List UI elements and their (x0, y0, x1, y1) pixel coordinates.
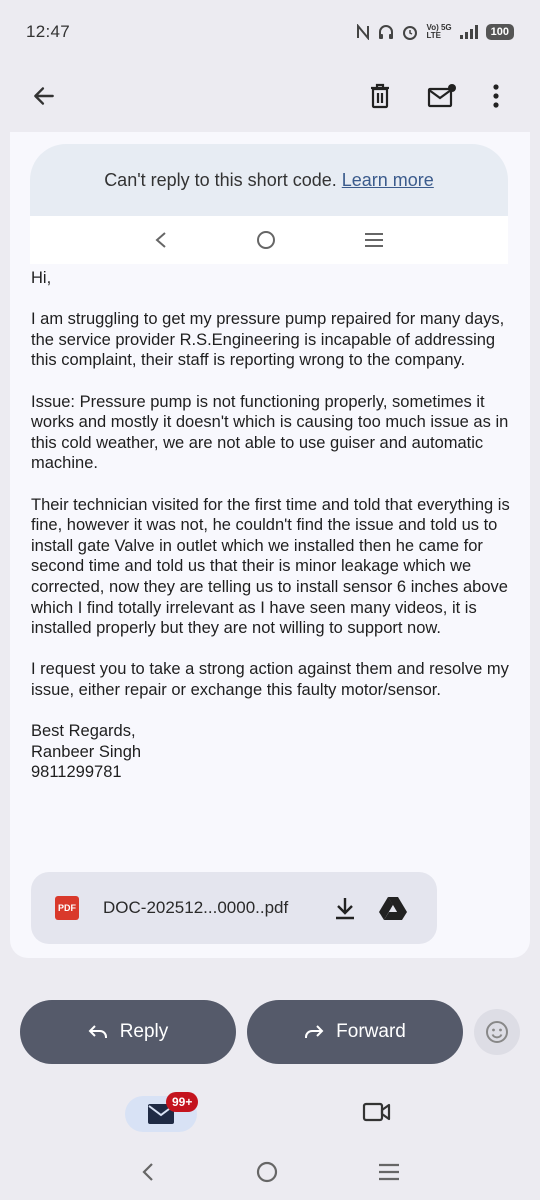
bottom-navigation (0, 1084, 540, 1148)
drive-icon (379, 896, 407, 920)
system-navigation-bar (0, 1148, 540, 1200)
mail-unread-icon (427, 83, 457, 109)
alarm-icon (402, 24, 418, 40)
email-signoff: Best Regards, (31, 722, 136, 741)
unread-badge: 99+ (166, 1092, 198, 1112)
smiley-icon (485, 1020, 509, 1044)
reply-icon (88, 1024, 108, 1040)
forward-icon (304, 1024, 324, 1040)
headphones-icon (378, 24, 394, 40)
network-label (426, 24, 451, 40)
chevron-left-icon (154, 231, 168, 249)
email-paragraph: I request you to take a strong action against them and resolve my issue, either repair or exchange this faulty motor/sensor. (31, 660, 509, 699)
trash-icon (368, 83, 392, 109)
battery-indicator: 100 (486, 24, 514, 40)
back-button[interactable] (20, 72, 68, 120)
status-icons (356, 24, 514, 40)
pdf-icon: PDF (55, 896, 79, 920)
learn-more-link[interactable]: Learn more (341, 169, 434, 190)
nfc-icon (356, 24, 370, 40)
top-action-bar (0, 64, 540, 128)
short-code-banner (30, 144, 508, 216)
menu-lines-icon (364, 232, 384, 248)
mark-unread-button[interactable] (418, 72, 466, 120)
reply-actions (20, 1000, 520, 1064)
system-home-button[interactable] (256, 1161, 278, 1188)
circle-home-icon (256, 230, 276, 250)
email-phone: 9811299781 (31, 763, 122, 782)
banner-text: Can't reply to this short code. (104, 169, 337, 190)
system-recents-button[interactable] (378, 1163, 400, 1186)
status-bar (0, 0, 540, 64)
reply-button[interactable] (20, 1000, 236, 1064)
forward-button[interactable] (247, 1000, 463, 1064)
download-icon (334, 896, 356, 920)
reply-label: Reply (119, 1021, 169, 1042)
embedded-navigation-image (30, 216, 508, 264)
email-body (31, 268, 521, 783)
attachment-chip[interactable] (31, 872, 437, 944)
email-paragraph: I am struggling to get my pressure pump repaired for many days, the service provider R.S.Engineering is incapable of addressing this complaint, their staff is reporting wrong to the company. (31, 310, 505, 370)
email-greeting: Hi, (31, 269, 52, 287)
network-bottom: LTE (426, 31, 441, 40)
forward-label: Forward (336, 1021, 406, 1042)
emoji-reaction-button[interactable] (474, 1009, 520, 1055)
menu-lines-icon (378, 1163, 400, 1181)
circle-home-icon (256, 1161, 278, 1183)
email-sender-name: Ranbeer Singh (31, 742, 142, 761)
more-options-button[interactable] (472, 72, 520, 120)
system-back-button[interactable] (140, 1162, 156, 1187)
email-paragraph: Their technician visited for the first time and told that everything is fine, however it was not, he couldn't find the issue and told us to install gate Valve in outlet which we installed then he came for second time and told us that their is minor leakage which we corrected, now they are telling us to install sensor 6 inches above which I find totally irrelevant as I have seen many videos, it is installed properly but they are not willing to support now. (31, 495, 510, 638)
save-to-drive-button[interactable] (369, 884, 417, 932)
email-paragraph: Issue: Pressure pump is not functioning properly, sometimes it works and mostly it doesn't which is causing too much issue as in this cold weather, we are not able to use guiser and automatic machine. (31, 392, 509, 473)
attachment-filename: DOC-202512...0000..pdf (103, 898, 289, 917)
email-card (10, 132, 530, 958)
download-button[interactable] (321, 884, 369, 932)
network-top: Vo) 5G (426, 23, 452, 32)
video-camera-icon (362, 1100, 392, 1124)
nav-meet-tab[interactable] (362, 1100, 392, 1129)
status-time: 12:47 (26, 22, 71, 41)
chevron-left-icon (140, 1162, 156, 1182)
arrow-left-icon (31, 83, 57, 109)
more-vertical-icon (492, 84, 500, 108)
signal-icon (460, 25, 478, 39)
delete-button[interactable] (356, 72, 404, 120)
